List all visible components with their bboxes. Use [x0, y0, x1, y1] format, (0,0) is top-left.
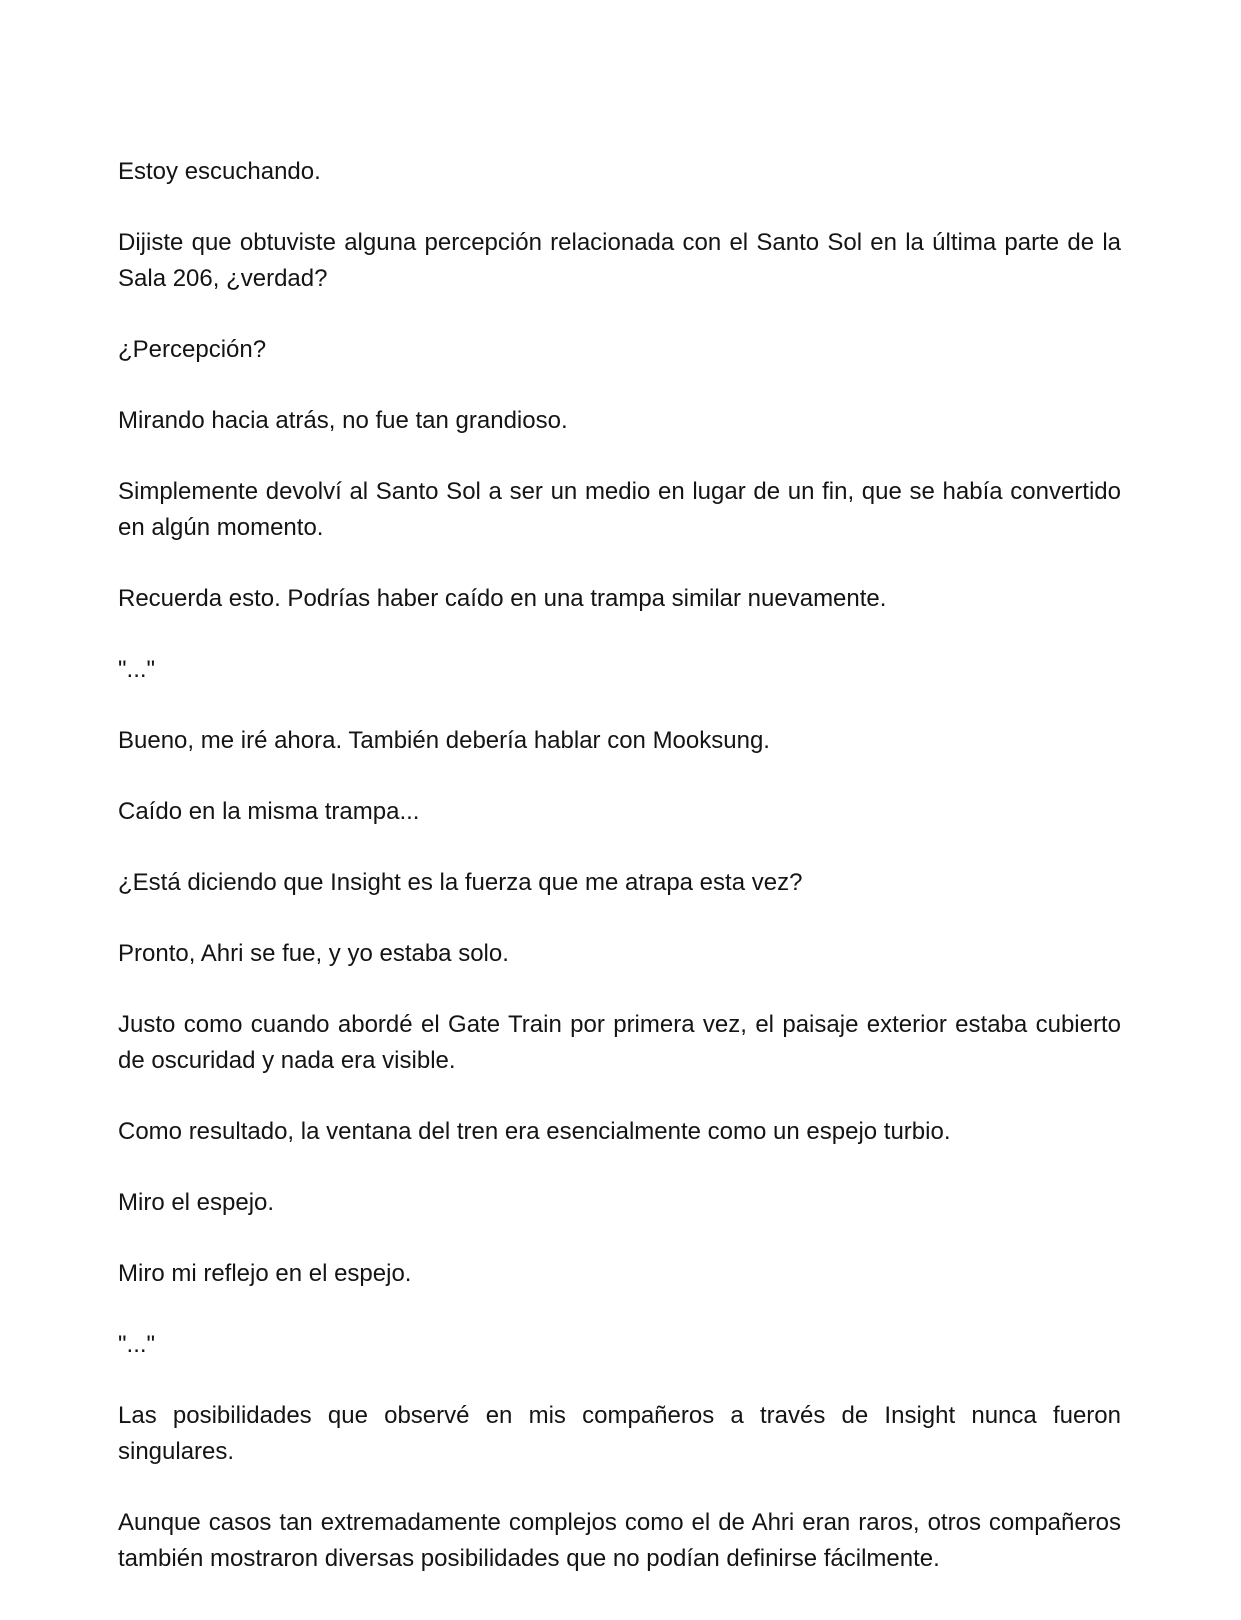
paragraph: Pronto, Ahri se fue, y yo estaba solo. — [118, 940, 509, 967]
paragraph: Las posibilidades que observé en mis compañeros a través de Insight nunca fueron singulares. — [118, 1402, 1121, 1465]
paragraph: Miro el espejo. — [118, 1189, 275, 1216]
paragraph: Como resultado, la ventana del tren era esencialmente como un espejo turbio. — [118, 1118, 951, 1145]
paragraph: Bueno, me iré ahora. También debería hablar con Mooksung. — [118, 727, 770, 754]
paragraph: ¿Está diciendo que Insight es la fuerza que me atrapa esta vez? — [118, 869, 803, 896]
document-body — [118, 154, 1121, 1612]
paragraph: Dijiste que obtuviste alguna percepción relacionada con el Santo Sol en la última parte de la Sala 206, ¿verdad? — [118, 229, 1121, 292]
paragraph: Caído en la misma trampa... — [118, 798, 420, 825]
paragraph: Simplemente devolví al Santo Sol a ser un medio en lugar de un fin, que se había convertido en algún momento. — [118, 478, 1121, 541]
paragraph: Mirando hacia atrás, no fue tan grandioso. — [118, 407, 568, 434]
paragraph: "..." — [118, 1331, 156, 1358]
paragraph: Justo como cuando abordé el Gate Train por primera vez, el paisaje exterior estaba cubierto de oscuridad y nada era visible. — [118, 1011, 1121, 1074]
paragraph: ¿Percepción? — [118, 336, 267, 363]
paragraph: "..." — [118, 656, 156, 683]
paragraph: Estoy escuchando. — [118, 158, 321, 185]
paragraph: Aunque casos tan extremadamente complejos como el de Ahri eran raros, otros compañeros también mostraron diversas posibilidades que no podían definirse fácilmente. — [118, 1509, 1121, 1572]
paragraph: Recuerda esto. Podrías haber caído en una trampa similar nuevamente. — [118, 585, 887, 612]
paragraph: Miro mi reflejo en el espejo. — [118, 1260, 412, 1287]
